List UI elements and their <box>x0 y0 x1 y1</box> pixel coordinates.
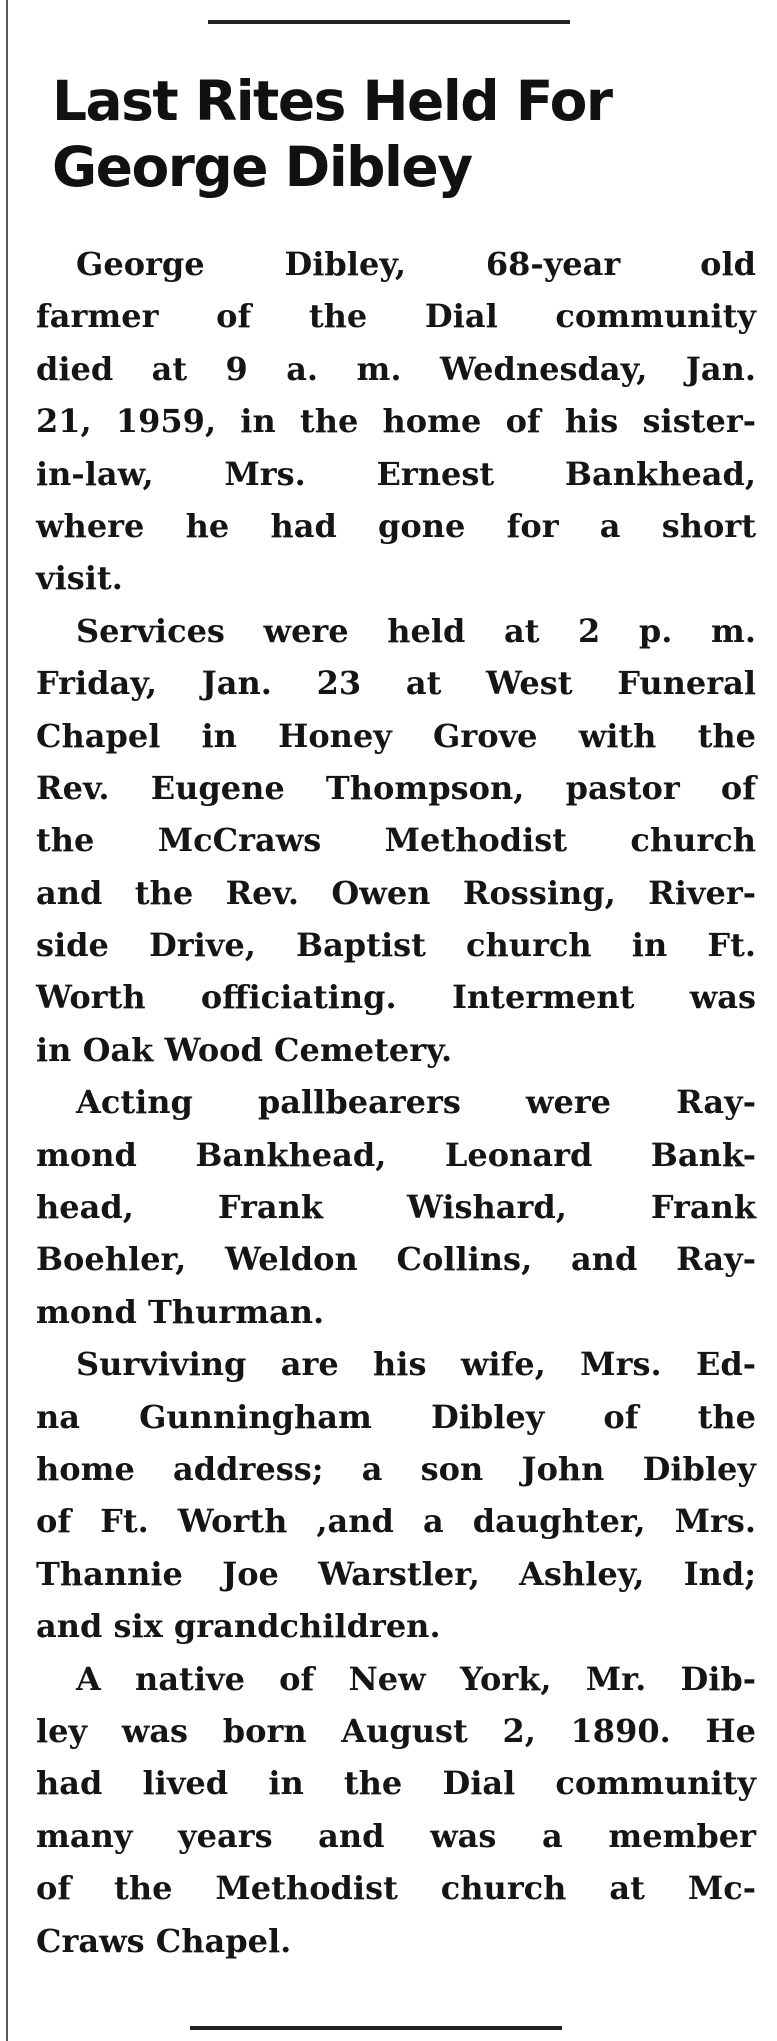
text-line: and the Rev. Owen Rossing, River- <box>36 873 756 912</box>
text-line: mond Bankhead, Leonard Bank- <box>36 1135 756 1174</box>
text-line: farmer of the Dial community <box>36 297 756 336</box>
text-line: visit. <box>36 559 123 598</box>
text-line: Craws Chapel. <box>36 1921 292 1960</box>
text-line: where he had gone for a short <box>36 506 756 545</box>
text-line: in-law, Mrs. Ernest Bankhead, <box>36 454 756 493</box>
article-paragraph <box>36 1076 756 1338</box>
text-line: na Gunningham Dibley of the <box>36 1397 756 1436</box>
text-line: home address; a son John Dibley <box>36 1449 756 1488</box>
text-line: and six grandchildren. <box>36 1607 441 1646</box>
text-line: Services were held at 2 p. m. <box>76 611 756 650</box>
headline-line: Last Rites Held For <box>52 69 612 133</box>
text-line: Worth officiating. Interment was <box>36 978 756 1017</box>
text-line: A native of New York, Mr. Dib- <box>76 1659 756 1698</box>
headline <box>52 68 752 200</box>
headline-line: George Dibley <box>52 135 472 199</box>
text-line: of the Methodist church at Mc- <box>36 1869 756 1908</box>
article-paragraph <box>36 1338 756 1652</box>
text-line: side Drive, Baptist church in Ft. <box>36 926 756 965</box>
text-line: in Oak Wood Cemetery. <box>36 1030 453 1069</box>
text-line: of Ft. Worth ,and a daughter, Mrs. <box>36 1502 756 1541</box>
text-line: Rev. Eugene Thompson, pastor of <box>36 768 756 807</box>
text-line: many years and was a member <box>36 1816 756 1855</box>
text-line: Thannie Joe Warstler, Ashley, Ind; <box>36 1554 756 1593</box>
bottom-rule <box>190 2026 562 2030</box>
text-line: Chapel in Honey Grove with the <box>36 716 756 755</box>
text-line: Acting pallbearers were Ray- <box>76 1083 756 1122</box>
text-line: died at 9 a. m. Wednesday, Jan. <box>36 349 756 388</box>
column-border <box>6 0 8 2041</box>
article-paragraph <box>36 605 756 1077</box>
article-paragraph <box>36 1653 756 1967</box>
text-line: mond Thurman. <box>36 1292 325 1331</box>
text-line: Boehler, Weldon Collins, and Ray- <box>36 1240 756 1279</box>
top-rule <box>208 20 570 24</box>
text-line: Surviving are his wife, Mrs. Ed- <box>76 1345 756 1384</box>
text-line: 21, 1959, in the home of his sister- <box>36 402 756 441</box>
article-body <box>36 238 756 1967</box>
text-line: ley was born August 2, 1890. He <box>36 1711 756 1750</box>
text-line: had lived in the Dial community <box>36 1764 756 1803</box>
text-line: head, Frank Wishard, Frank <box>36 1188 756 1227</box>
article-paragraph <box>36 238 756 605</box>
text-line: the McCraws Methodist church <box>36 821 756 860</box>
text-line: George Dibley, 68-year old <box>76 245 756 283</box>
text-line: Friday, Jan. 23 at West Funeral <box>36 664 756 703</box>
